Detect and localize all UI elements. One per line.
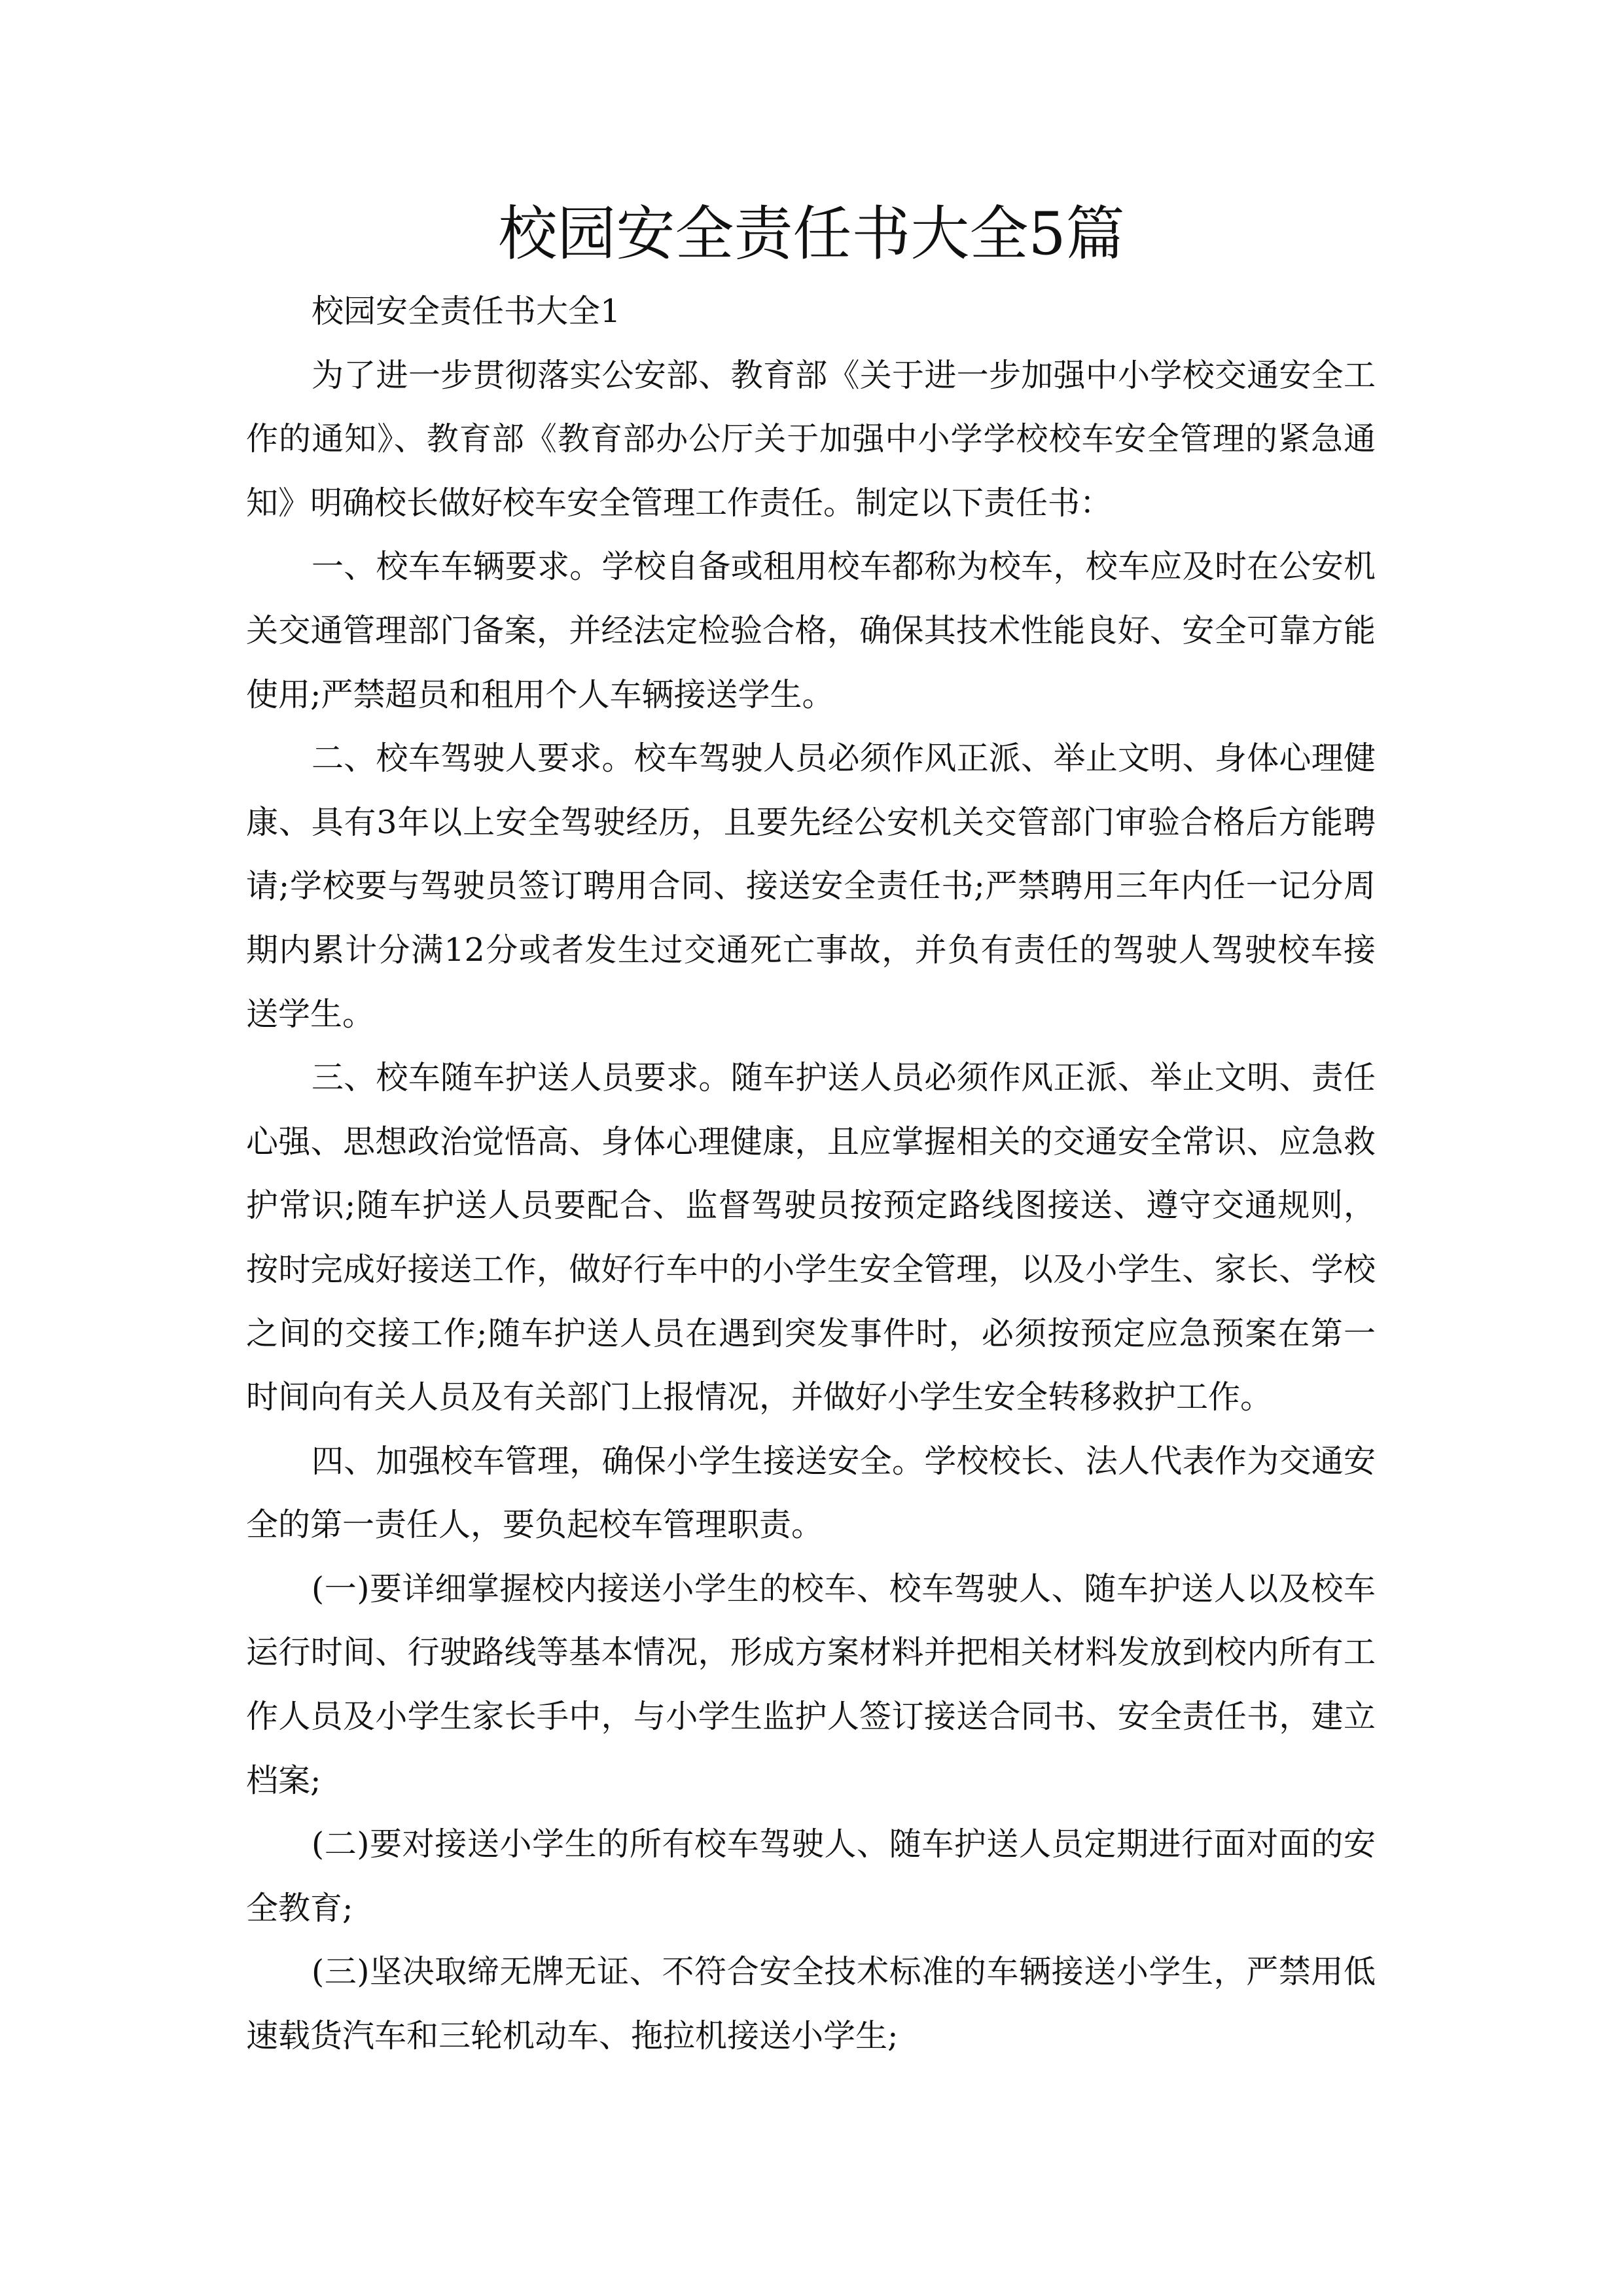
paragraph-line: 时间向有关人员及有关部门上报情况，并做好小学生安全转移救护工作。	[246, 1378, 1273, 1416]
paragraph-line: 四、加强校车管理，确保小学生接送安全。学校校长、法人代表作为交通安	[312, 1442, 1376, 1480]
paragraph-line: (一)要详细掌握校内接送小学生的校车、校车驾驶人、随车护送人以及校车	[312, 1570, 1376, 1607]
paragraph-line: 请;学校要与驾驶员签订聘用合同、接送安全责任书;严禁聘用三年内任一记分周	[246, 867, 1376, 905]
paragraph-line: 二、校车驾驶人要求。校车驾驶人员必须作风正派、举止文明、身体心理健	[312, 740, 1376, 778]
paragraph-line: (三)坚决取缔无牌无证、不符合安全技术标准的车辆接送小学生，严禁用低	[312, 1953, 1376, 1991]
paragraph-line: 运行时间、行驶路线等基本情况，形成方案材料并把相关材料发放到校内所有工	[246, 1634, 1376, 1672]
paragraph-line: 速载货汽车和三轮机动车、拖拉机接送小学生;	[246, 2017, 899, 2055]
paragraph-line: 一、校车车辆要求。学校自备或租用校车都称为校车，校车应及时在公安机	[312, 548, 1376, 586]
paragraph-line: 校园安全责任书大全1	[312, 293, 621, 330]
paragraph-line: 之间的交接工作;随车护送人员在遇到突发事件时，必须按预定应急预案在第一	[246, 1314, 1376, 1352]
paragraph-line: 为了进一步贯彻落实公安部、教育部《关于进一步加强中小学校交通安全工	[312, 356, 1376, 394]
paragraph-line: 送学生。	[246, 995, 375, 1033]
paragraph-line: 作人员及小学生家长手中，与小学生监护人签订接送合同书、安全责任书，建立	[246, 1698, 1376, 1736]
paragraph-line: 关交通管理部门备案，并经法定检验合格，确保其技术性能良好、安全可靠方能	[246, 611, 1376, 649]
paragraph-line: 康、具有3年以上安全驾驶经历，且要先经公安机关交管部门审验合格后方能聘	[246, 803, 1376, 841]
paragraph-line: 护常识;随车护送人员要配合、监督驾驶员按预定路线图接送、遵守交通规则，	[246, 1187, 1376, 1225]
paragraph-line: 档案;	[246, 1761, 321, 1799]
paragraph-line: 按时完成好接送工作，做好行车中的小学生安全管理，以及小学生、家长、学校	[246, 1250, 1376, 1288]
paragraph-line: 全的第一责任人，要负起校车管理职责。	[246, 1506, 824, 1544]
paragraph-line: 心强、思想政治觉悟高、身体心理健康，且应掌握相关的交通安全常识、应急救	[246, 1122, 1376, 1160]
paragraph-line: 知》明确校长做好校车安全管理工作责任。制定以下责任书：	[246, 484, 1113, 522]
paragraph-line: 三、校车随车护送人员要求。随车护送人员必须作风正派、举止文明、责任	[312, 1059, 1376, 1097]
document-body	[246, 279, 1376, 2068]
paragraph-line: 全教育;	[246, 1889, 353, 1927]
paragraph-line: 使用;严禁超员和租用个人车辆接送学生。	[246, 675, 834, 713]
paragraph-line: 期内累计分满12分或者发生过交通死亡事故，并负有责任的驾驶人驾驶校车接	[246, 931, 1376, 969]
paragraph-line: 作的通知》、教育部《教育部办公厅关于加强中小学学校校车安全管理的紧急通	[246, 420, 1376, 458]
document-title: 校园安全责任书大全5篇	[498, 200, 1125, 268]
paragraph-line: (二)要对接送小学生的所有校车驾驶人、随车护送人员定期进行面对面的安	[312, 1825, 1376, 1863]
